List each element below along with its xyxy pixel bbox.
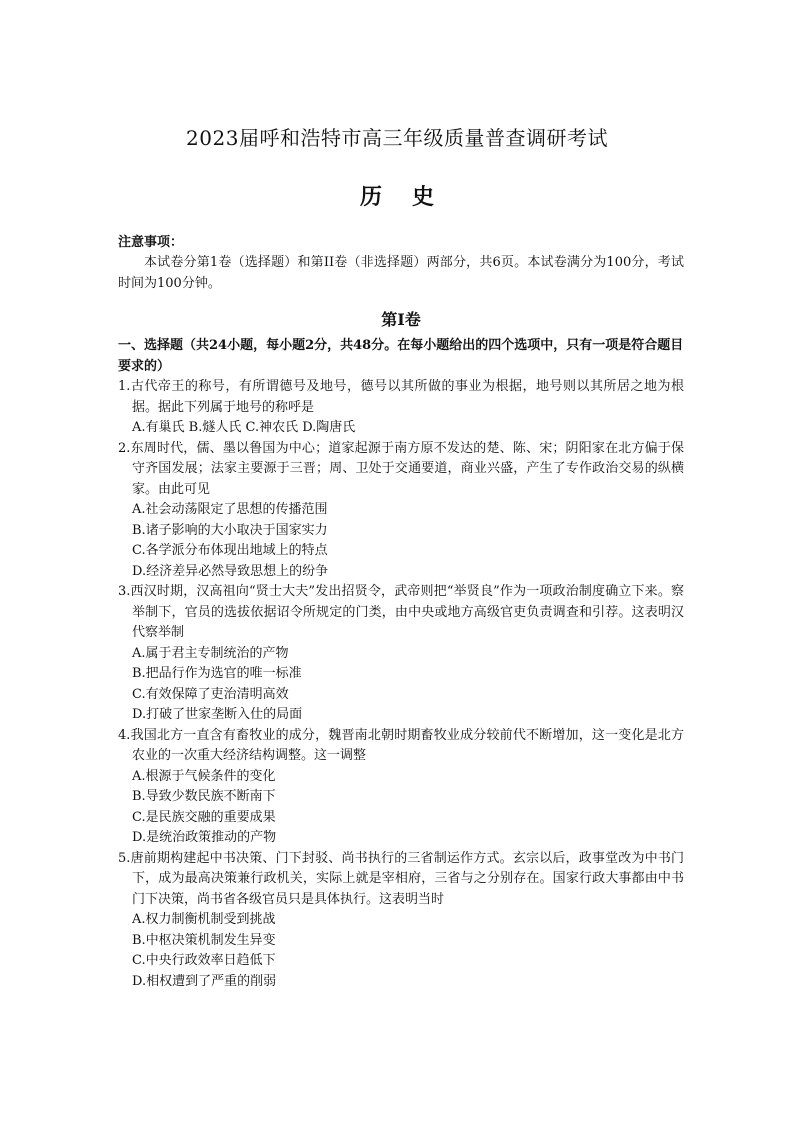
option-d: D.相权遭到了严重的削弱 [132, 973, 277, 989]
option-b: B.把品行作为选官的唯一标准 [132, 666, 302, 681]
notice-label: 注意事项： [118, 235, 184, 250]
question-1 [118, 377, 684, 439]
question-stem: 5.唐前期构建起中书决策、门下封驳、尚书执行的三省制运作方式。玄宗以后，政事堂改为中书门下，成为最高决策兼行政机关，实际上就是宰相府，三省与之分别存在。国家行政大事都由中书门下决策，尚书省各级官员只是具体执行。这表明当时 [118, 850, 684, 907]
question-2 [118, 439, 684, 583]
question-options: A.有巢氏 B.燧人氏 C.神农氏 D.陶唐氏 [132, 420, 356, 435]
option-a: A.属于君主专制统治的产物 [132, 645, 289, 661]
option-b: B.中枢决策机制发生异变 [132, 932, 276, 948]
volume-title: 第I卷 [381, 310, 421, 329]
option-a: A.权力制衡机制受到挑战 [132, 912, 276, 927]
section-title: 一、选择题（共24小题，每小题2分，共48分。在每小题给出的四个选项中，只有一项是符合题目要求的） [118, 338, 684, 374]
subject-title: 历史 [359, 184, 464, 210]
question-4 [118, 726, 684, 849]
option-c: C.是民族交融的重要成果 [132, 809, 276, 825]
question-stem: 4.我国北方一直含有畜牧业的成分，魏晋南北朝时期畜牧业成分较前代不断增加，这一变化是北方农业的一次重大经济结构调整。这一调整 [118, 727, 684, 763]
option-c: C.有效保障了吏治清明高效 [132, 686, 289, 702]
option-d: D.打破了世家垄断入仕的局面 [132, 707, 303, 722]
option-c: C.中央行政效率日趋低下 [132, 953, 276, 968]
option-b: B.导致少数民族不断南下 [132, 789, 276, 804]
exam-content [118, 233, 684, 992]
option-b: B.诸子影响的大小取决于国家实力 [132, 522, 328, 538]
question-5 [118, 849, 684, 993]
question-3 [118, 582, 684, 726]
notice-text: 本试卷分第1卷（选择题）和第II卷（非选择题）两部分，共6页。本试卷满分为100分，考试时间为100分钟。 [118, 255, 684, 291]
question-stem: 3.西汉时期，汉高祖向“贤士大夫”发出招贤令，武帝则把“举贤良”作为一项政治制度确立下来。察举制下，官员的选拔依据诏令所规定的门类，由中央或地方高级官吏负责调查和引荐。这表明汉代察举制 [118, 584, 684, 640]
question-stem: 2.东周时代，儒、墨以鲁国为中心；道家起源于南方原不发达的楚、陈、宋；阴阳家在北方偏于保守齐国发展；法家主要源于三晋；周、卫处于交通要道，商业兴盛，产生了专作政治交易的纵横家。由此可见 [118, 440, 684, 497]
option-d: D.是统治政策推动的产物 [132, 830, 277, 845]
option-c: C.各学派分布体现出地域上的特点 [132, 543, 328, 558]
option-a: A.社会动荡限定了思想的传播范围 [132, 502, 328, 517]
option-a: A.根源于气候条件的变化 [132, 768, 276, 784]
option-d: D.经济差异必然导致思想上的纷争 [132, 563, 329, 579]
exam-title: 2023届呼和浩特市高三年级质量普查调研考试 [186, 126, 608, 150]
question-stem: 1.古代帝王的称号，有所谓德号及地号，德号以其所做的事业为根据，地号则以其所居之地为根据。据此下列属于地号的称呼是 [118, 379, 684, 415]
